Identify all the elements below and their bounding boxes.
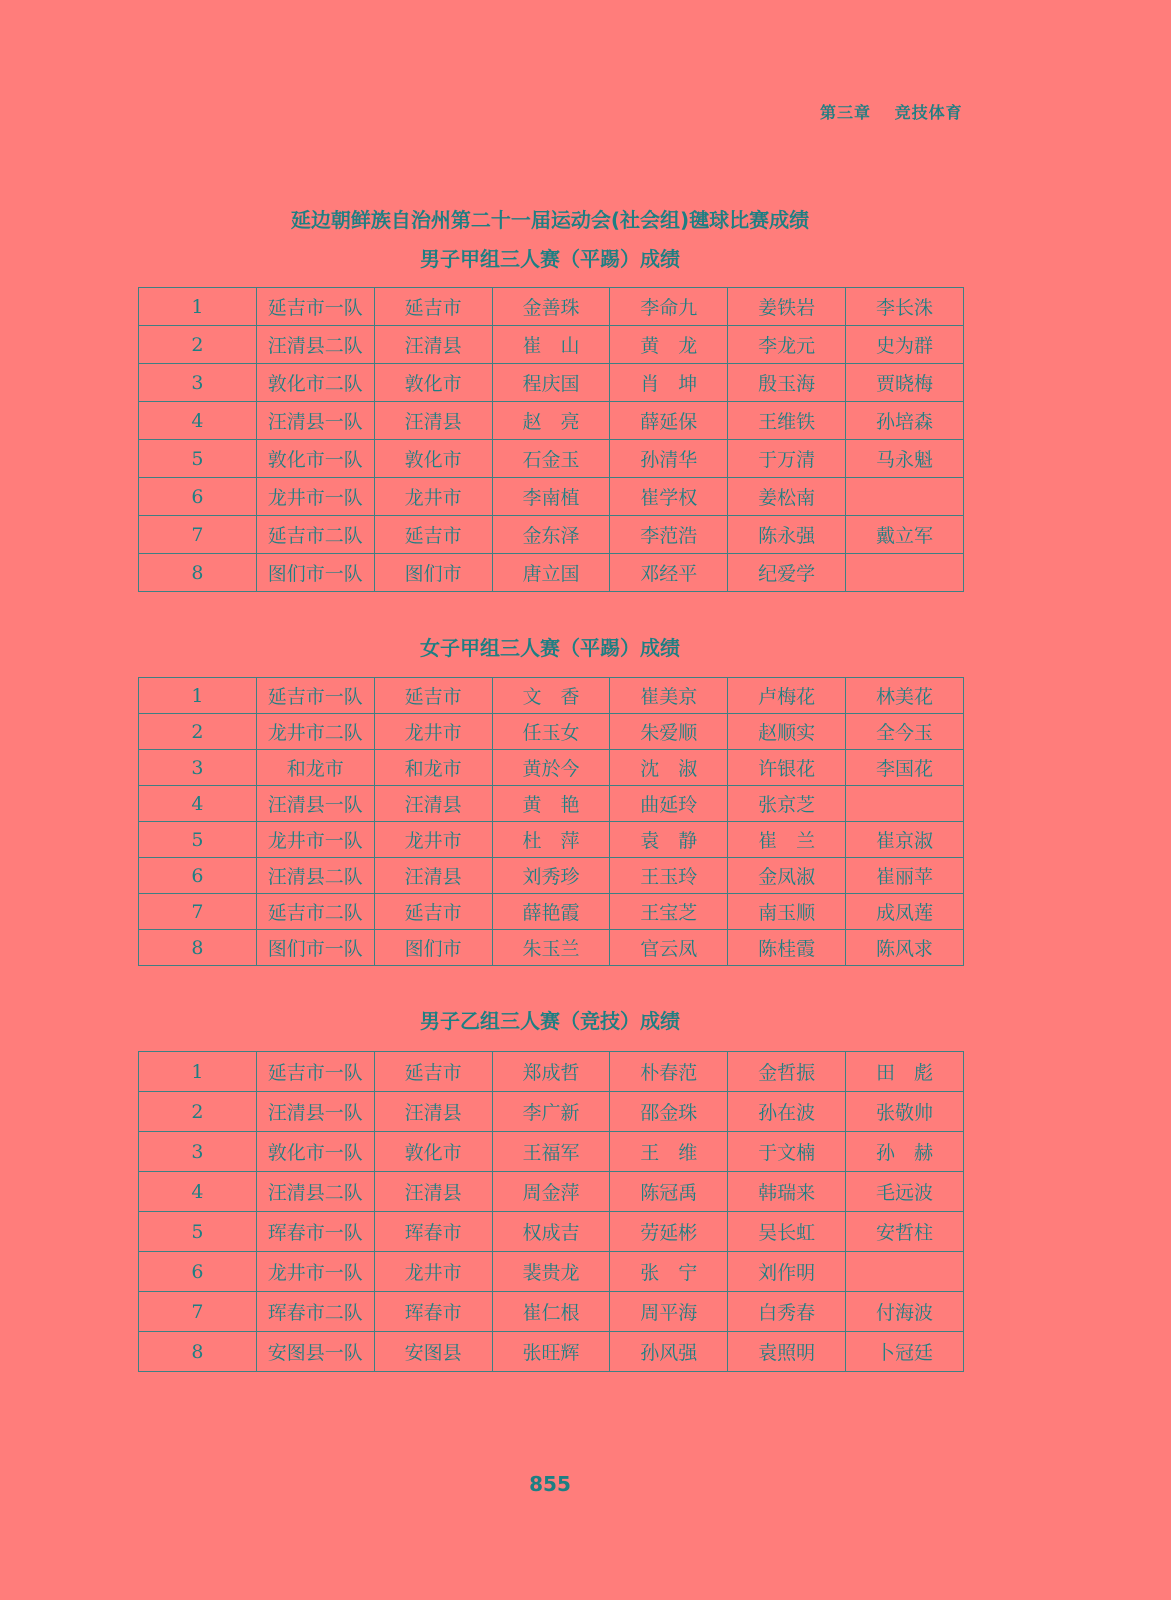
city-cell: 敦化市 [374,364,492,402]
player-cell: 邓经平 [610,554,728,592]
player-cell: 卢梅花 [728,678,846,714]
table-row [139,858,964,894]
rank-cell: 4 [139,786,257,822]
player-cell: 黄於今 [492,750,610,786]
team-cell: 珲春市二队 [256,1292,374,1332]
table-row [139,1252,964,1292]
team-cell: 延吉市二队 [256,516,374,554]
player-cell: 姜松南 [728,478,846,516]
player-cell: 王 维 [610,1132,728,1172]
results-table-men-a [138,287,964,592]
team-cell: 延吉市二队 [256,894,374,930]
team-cell: 延吉市一队 [256,678,374,714]
player-cell: 史为群 [846,326,964,364]
table-row [139,554,964,592]
team-cell: 汪清县二队 [256,326,374,364]
table-row [139,402,964,440]
player-cell: 马永魁 [846,440,964,478]
player-cell: 安哲柱 [846,1212,964,1252]
rank-cell: 8 [139,554,257,592]
player-cell: 崔仁根 [492,1292,610,1332]
table-row [139,516,964,554]
player-cell: 陈风求 [846,930,964,966]
player-cell: 刘秀珍 [492,858,610,894]
table-row [139,822,964,858]
player-cell: 李龙元 [728,326,846,364]
player-cell: 任玉女 [492,714,610,750]
team-cell: 龙井市一队 [256,478,374,516]
player-cell: 白秀春 [728,1292,846,1332]
player-cell [846,478,964,516]
player-cell: 于万清 [728,440,846,478]
team-cell: 图们市一队 [256,930,374,966]
player-cell: 韩瑞来 [728,1172,846,1212]
table-row [139,326,964,364]
city-cell: 龙井市 [374,822,492,858]
player-cell: 王福军 [492,1132,610,1172]
city-cell: 汪清县 [374,402,492,440]
player-cell: 王维铁 [728,402,846,440]
player-cell: 唐立国 [492,554,610,592]
rank-cell: 6 [139,1252,257,1292]
player-cell: 崔美京 [610,678,728,714]
player-cell: 李国花 [846,750,964,786]
player-cell: 官云凤 [610,930,728,966]
player-cell: 金凤淑 [728,858,846,894]
city-cell: 汪清县 [374,326,492,364]
player-cell: 王宝芝 [610,894,728,930]
rank-cell: 6 [139,478,257,516]
player-cell: 殷玉海 [728,364,846,402]
city-cell: 珲春市 [374,1292,492,1332]
player-cell: 崔京淑 [846,822,964,858]
rank-cell: 8 [139,1332,257,1372]
city-cell: 和龙市 [374,750,492,786]
rank-cell: 7 [139,894,257,930]
chapter-header: 第三章 竞技体育 [820,103,963,122]
player-cell: 卜冠廷 [846,1332,964,1372]
player-cell: 吴长虹 [728,1212,846,1252]
player-cell: 袁 静 [610,822,728,858]
player-cell: 薛艳霞 [492,894,610,930]
player-cell: 于文楠 [728,1132,846,1172]
city-cell: 汪清县 [374,786,492,822]
player-cell: 毛远波 [846,1172,964,1212]
city-cell: 延吉市 [374,678,492,714]
team-cell: 汪清县一队 [256,1092,374,1132]
player-cell: 许银花 [728,750,846,786]
player-cell [846,554,964,592]
team-cell: 敦化市一队 [256,1132,374,1172]
player-cell: 朴春范 [610,1052,728,1092]
player-cell: 崔丽苹 [846,858,964,894]
city-cell: 敦化市 [374,440,492,478]
city-cell: 延吉市 [374,516,492,554]
player-cell: 张旺辉 [492,1332,610,1372]
player-cell: 杜 萍 [492,822,610,858]
player-cell: 陈永强 [728,516,846,554]
table-row [139,894,964,930]
player-cell: 曲延玲 [610,786,728,822]
table-row [139,1332,964,1372]
player-cell: 郑成哲 [492,1052,610,1092]
player-cell: 金哲振 [728,1052,846,1092]
city-cell: 汪清县 [374,1172,492,1212]
table-row [139,714,964,750]
table-row [139,1132,964,1172]
player-cell: 赵顺实 [728,714,846,750]
city-cell: 图们市 [374,930,492,966]
table-row [139,678,964,714]
player-cell: 周金萍 [492,1172,610,1212]
player-cell: 付海波 [846,1292,964,1332]
rank-cell: 1 [139,1052,257,1092]
player-cell: 裴贵龙 [492,1252,610,1292]
main-title: 延边朝鲜族自治州第二十一届运动会(社会组)毽球比赛成绩 [290,208,810,232]
rank-cell: 6 [139,858,257,894]
results-table-women-a [138,677,964,966]
city-cell: 珲春市 [374,1212,492,1252]
table-row [139,930,964,966]
player-cell: 周平海 [610,1292,728,1332]
player-cell: 李范浩 [610,516,728,554]
player-cell: 张 宁 [610,1252,728,1292]
player-cell: 沈 淑 [610,750,728,786]
player-cell: 戴立军 [846,516,964,554]
team-cell: 汪清县一队 [256,402,374,440]
player-cell: 南玉顺 [728,894,846,930]
player-cell: 李长洙 [846,288,964,326]
player-cell: 朱玉兰 [492,930,610,966]
player-cell: 薛延保 [610,402,728,440]
results-table-men-b [138,1051,964,1372]
player-cell: 张京芝 [728,786,846,822]
city-cell: 汪清县 [374,1092,492,1132]
team-cell: 敦化市二队 [256,364,374,402]
player-cell: 文 香 [492,678,610,714]
rank-cell: 3 [139,750,257,786]
rank-cell: 2 [139,1092,257,1132]
team-cell: 汪清县二队 [256,1172,374,1212]
table-row [139,786,964,822]
rank-cell: 5 [139,822,257,858]
player-cell: 崔 山 [492,326,610,364]
player-cell: 刘作明 [728,1252,846,1292]
player-cell: 袁照明 [728,1332,846,1372]
player-cell: 孙风强 [610,1332,728,1372]
city-cell: 龙井市 [374,1252,492,1292]
table-row [139,1052,964,1092]
table-row [139,1172,964,1212]
player-cell: 劳延彬 [610,1212,728,1252]
rank-cell: 4 [139,1172,257,1212]
city-cell: 图们市 [374,554,492,592]
table-row [139,750,964,786]
player-cell: 纪爱学 [728,554,846,592]
player-cell: 石金玉 [492,440,610,478]
player-cell: 邵金珠 [610,1092,728,1132]
player-cell: 孙 赫 [846,1132,964,1172]
player-cell: 王玉玲 [610,858,728,894]
team-cell: 和龙市 [256,750,374,786]
table-row [139,1092,964,1132]
rank-cell: 7 [139,516,257,554]
team-cell: 汪清县二队 [256,858,374,894]
player-cell: 林美花 [846,678,964,714]
player-cell: 陈冠禹 [610,1172,728,1212]
team-cell: 龙井市一队 [256,1252,374,1292]
table-row [139,440,964,478]
player-cell: 李南植 [492,478,610,516]
player-cell: 黄 龙 [610,326,728,364]
player-cell: 程庆国 [492,364,610,402]
player-cell: 肖 坤 [610,364,728,402]
table-row [139,364,964,402]
player-cell: 张敬帅 [846,1092,964,1132]
team-cell: 延吉市一队 [256,288,374,326]
player-cell: 崔 兰 [728,822,846,858]
city-cell: 龙井市 [374,478,492,516]
rank-cell: 2 [139,714,257,750]
team-cell: 龙井市一队 [256,822,374,858]
player-cell: 全今玉 [846,714,964,750]
rank-cell: 1 [139,288,257,326]
rank-cell: 7 [139,1292,257,1332]
player-cell: 孙在波 [728,1092,846,1132]
section-title-men-b: 男子乙组三人赛（竞技）成绩 [420,1009,680,1033]
player-cell: 赵 亮 [492,402,610,440]
player-cell: 权成吉 [492,1212,610,1252]
player-cell: 朱爱顺 [610,714,728,750]
rank-cell: 1 [139,678,257,714]
rank-cell: 2 [139,326,257,364]
team-cell: 珲春市一队 [256,1212,374,1252]
player-cell: 崔学权 [610,478,728,516]
table-row [139,1212,964,1252]
rank-cell: 4 [139,402,257,440]
table-row [139,1292,964,1332]
city-cell: 延吉市 [374,288,492,326]
player-cell: 贾晓梅 [846,364,964,402]
player-cell: 陈桂霞 [728,930,846,966]
city-cell: 安图县 [374,1332,492,1372]
team-cell: 敦化市一队 [256,440,374,478]
player-cell: 孙培森 [846,402,964,440]
player-cell: 成凤莲 [846,894,964,930]
rank-cell: 5 [139,440,257,478]
rank-cell: 8 [139,930,257,966]
city-cell: 敦化市 [374,1132,492,1172]
table-row [139,478,964,516]
team-cell: 龙井市二队 [256,714,374,750]
team-cell: 延吉市一队 [256,1052,374,1092]
section-title-women-a: 女子甲组三人赛（平踢）成绩 [420,636,680,660]
section-title-men-a: 男子甲组三人赛（平踢）成绩 [420,247,680,271]
player-cell [846,1252,964,1292]
city-cell: 延吉市 [374,894,492,930]
player-cell [846,786,964,822]
player-cell: 李广新 [492,1092,610,1132]
player-cell: 姜铁岩 [728,288,846,326]
city-cell: 汪清县 [374,858,492,894]
player-cell: 孙清华 [610,440,728,478]
rank-cell: 5 [139,1212,257,1252]
city-cell: 龙井市 [374,714,492,750]
player-cell: 李命九 [610,288,728,326]
team-cell: 安图县一队 [256,1332,374,1372]
rank-cell: 3 [139,364,257,402]
team-cell: 汪清县一队 [256,786,374,822]
rank-cell: 3 [139,1132,257,1172]
player-cell: 金东泽 [492,516,610,554]
player-cell: 田 彪 [846,1052,964,1092]
team-cell: 图们市一队 [256,554,374,592]
table-row [139,288,964,326]
player-cell: 黄 艳 [492,786,610,822]
player-cell: 金善珠 [492,288,610,326]
city-cell: 延吉市 [374,1052,492,1092]
page-number: 855 [529,1472,571,1496]
